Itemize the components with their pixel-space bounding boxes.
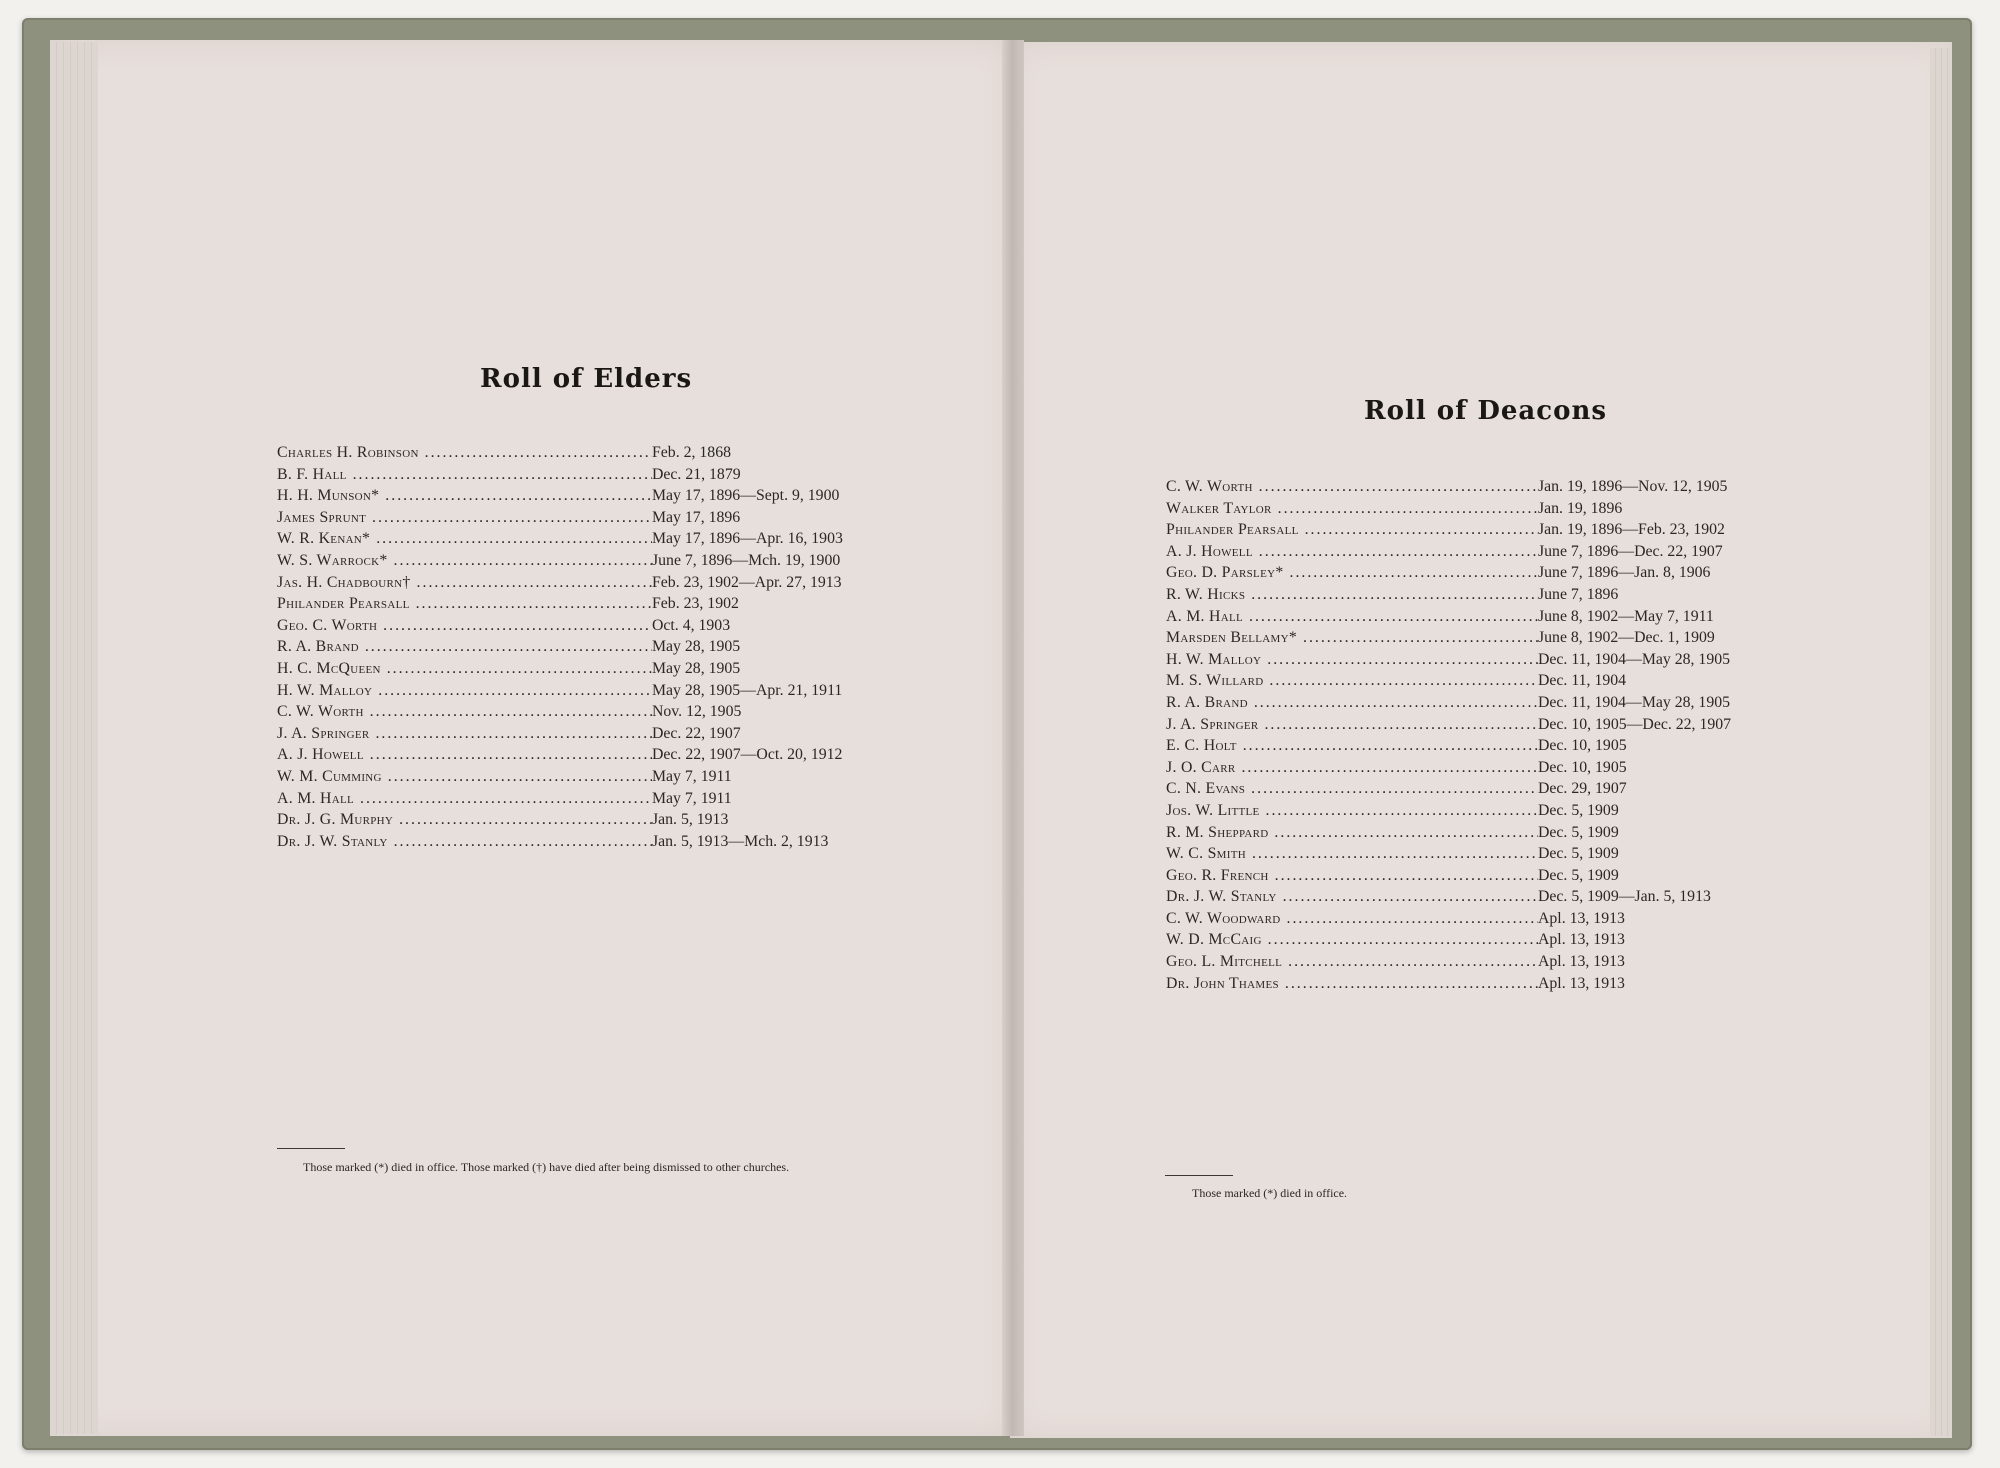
deacons-entry bbox=[1166, 908, 1731, 930]
deacons-entry bbox=[1166, 822, 1731, 844]
elders-title: Roll of Elders bbox=[480, 364, 693, 394]
deacons-entry-date: Apl. 13, 1913 bbox=[1538, 974, 1625, 992]
deacons-entry bbox=[1166, 519, 1731, 541]
elders-entry bbox=[277, 615, 843, 637]
elders-entry bbox=[277, 528, 843, 550]
elders-entry bbox=[277, 636, 843, 658]
elders-entry-date: May 7, 1911 bbox=[652, 789, 732, 807]
deacons-entry-date: Dec. 10, 1905—Dec. 22, 1907 bbox=[1538, 715, 1732, 733]
deacons-entry bbox=[1166, 800, 1731, 822]
elders-entry-date: Feb. 23, 1902 bbox=[652, 595, 739, 613]
deacons-entry-name: R. M. Sheppard ..... bbox=[1166, 822, 1538, 844]
deacons-entry-date: Jan. 19, 1896—Nov. 12, 1905 bbox=[1538, 478, 1728, 495]
deacons-entry-name: Jos. W. Little ..... bbox=[1166, 800, 1538, 822]
deacons-entry-date: Dec. 11, 1904 bbox=[1538, 672, 1627, 690]
elders-entry-date: Jan. 5, 1913—Mch. 2, 1913 bbox=[652, 832, 829, 850]
deacons-entry bbox=[1166, 843, 1731, 865]
deacons-entry-name: J. O. Carr ..... bbox=[1166, 757, 1538, 779]
elders-entry-date: Oct. 4, 1903 bbox=[652, 616, 731, 634]
deacons-entry bbox=[1166, 541, 1731, 563]
elders-entry bbox=[277, 744, 843, 766]
elders-entry-date: Jan. 5, 1913 bbox=[652, 811, 729, 829]
elders-entry-date: May 17, 1896 bbox=[652, 508, 741, 526]
elders-entry bbox=[277, 680, 843, 702]
elders-entry-name: C. W. Worth ..... bbox=[277, 701, 652, 723]
elders-footnote-rule bbox=[277, 1148, 345, 1149]
elders-entry-date: Feb. 23, 1902—Apr. 27, 1913 bbox=[652, 573, 842, 591]
deacons-entry bbox=[1166, 670, 1731, 692]
elders-entry-name: H. H. Munson* ..... bbox=[277, 485, 652, 507]
deacons-entry bbox=[1166, 476, 1731, 498]
elders-entry-name: H. C. McQueen ..... bbox=[277, 658, 652, 680]
deacons-entry-date: Dec. 5, 1909 bbox=[1538, 823, 1619, 841]
elders-entry-date: May 28, 1905 bbox=[652, 659, 741, 677]
elders-entry bbox=[277, 442, 843, 464]
elders-entry bbox=[277, 831, 843, 853]
elders-entry-name: W. M. Cumming ..... bbox=[277, 766, 652, 788]
elders-entry bbox=[277, 809, 843, 831]
elders-entry-name: W. S. Warrock* ..... bbox=[277, 550, 652, 572]
elders-entry-date: Dec. 21, 1879 bbox=[652, 465, 741, 483]
elders-entry-name: James Sprunt ..... bbox=[277, 507, 652, 529]
deacons-entry-date: June 8, 1902—Dec. 1, 1909 bbox=[1538, 629, 1715, 647]
elders-entry-name: R. A. Brand ..... bbox=[277, 636, 652, 658]
deacons-entry-name: R. W. Hicks ..... bbox=[1166, 584, 1538, 606]
deacons-entry bbox=[1166, 606, 1731, 628]
deacons-entry bbox=[1166, 562, 1731, 584]
book-gutter bbox=[1002, 40, 1024, 1436]
deacons-entry bbox=[1166, 973, 1731, 995]
deacons-entry bbox=[1166, 865, 1731, 887]
deacons-entry-name: C. W. Woodward ..... bbox=[1166, 908, 1538, 930]
elders-entry-date: May 17, 1896—Sept. 9, 1900 bbox=[652, 487, 840, 505]
deacons-entry-date: Jan. 19, 1896 bbox=[1538, 499, 1623, 517]
deacons-entry-name: Dr. J. W. Stanly ..... bbox=[1166, 886, 1538, 908]
deacons-entry-name: J. A. Springer ..... bbox=[1166, 714, 1538, 736]
elders-entry-name: J. A. Springer ..... bbox=[277, 723, 652, 745]
deacons-entry-date: Dec. 5, 1909 bbox=[1538, 801, 1619, 819]
elders-entry-name: Philander Pearsall ..... bbox=[277, 593, 652, 615]
elders-entry-name: A. M. Hall ..... bbox=[277, 788, 652, 810]
deacons-entry-name: Geo. D. Parsley* ..... bbox=[1166, 562, 1538, 584]
elders-entry bbox=[277, 658, 843, 680]
deacons-entry-name: Marsden Bellamy* ..... bbox=[1166, 627, 1538, 649]
deacons-entry-name: Dr. John Thames ..... bbox=[1166, 973, 1538, 995]
deacons-entry-name: R. A. Brand ..... bbox=[1166, 692, 1538, 714]
elders-entry-name: A. J. Howell ..... bbox=[277, 744, 652, 766]
deacons-entry bbox=[1166, 886, 1731, 908]
deacons-entry-date: Dec. 11, 1904—May 28, 1905 bbox=[1538, 693, 1731, 711]
deacons-entry-date: Jan. 19, 1896—Feb. 23, 1902 bbox=[1538, 521, 1725, 539]
deacons-entry bbox=[1166, 714, 1731, 736]
elders-entry-name: Dr. J. G. Murphy ..... bbox=[277, 809, 652, 831]
elders-list bbox=[277, 442, 843, 852]
deacons-entry bbox=[1166, 649, 1731, 671]
elders-entry bbox=[277, 550, 843, 572]
elders-entry bbox=[277, 572, 843, 594]
deacons-entry bbox=[1166, 627, 1731, 649]
deacons-entry-name: H. W. Malloy ..... bbox=[1166, 649, 1538, 671]
deacons-entry-name: Philander Pearsall ..... bbox=[1166, 519, 1538, 541]
deacons-list bbox=[1166, 476, 1731, 994]
deacons-title: Roll of Deacons bbox=[1364, 396, 1607, 426]
elders-entry-date: May 28, 1905 bbox=[652, 638, 741, 656]
deacons-entry bbox=[1166, 757, 1731, 779]
elders-entry bbox=[277, 593, 843, 615]
elders-entry bbox=[277, 701, 843, 723]
deacons-entry-date: Apl. 13, 1913 bbox=[1538, 953, 1625, 971]
deacons-entry bbox=[1166, 929, 1731, 951]
elders-entry-name: Charles H. Robinson ..... bbox=[277, 442, 652, 464]
deacons-entry-date: Dec. 29, 1907 bbox=[1538, 780, 1627, 798]
deacons-entry-date: Apl. 13, 1913 bbox=[1538, 909, 1625, 927]
deacons-entry bbox=[1166, 692, 1731, 714]
deacons-entry-date: Dec. 11, 1904—May 28, 1905 bbox=[1538, 650, 1731, 668]
elders-entry-name: H. W. Malloy ..... bbox=[277, 680, 652, 702]
elders-entry bbox=[277, 723, 843, 745]
elders-entry bbox=[277, 788, 843, 810]
elders-entry-date: May 7, 1911 bbox=[652, 767, 732, 785]
deacons-entry-date: Dec. 5, 1909—Jan. 5, 1913 bbox=[1538, 888, 1711, 906]
elders-entry-date: June 7, 1896—Mch. 19, 1900 bbox=[652, 551, 841, 569]
deacons-entry-date: Dec. 10, 1905 bbox=[1538, 737, 1627, 755]
deacons-entry bbox=[1166, 584, 1731, 606]
elders-entry-name: Geo. C. Worth ..... bbox=[277, 615, 652, 637]
elders-entry-name: W. R. Kenan* ..... bbox=[277, 528, 652, 550]
deacons-footnote: Those marked (*) died in office. bbox=[1192, 1186, 1348, 1200]
deacons-entry-name: A. M. Hall ..... bbox=[1166, 606, 1538, 628]
deacons-entry-date: Dec. 5, 1909 bbox=[1538, 845, 1619, 863]
deacons-entry-date: June 7, 1896—Dec. 22, 1907 bbox=[1538, 542, 1723, 560]
deacons-entry-name: E. C. Holt ..... bbox=[1166, 735, 1538, 757]
deacons-entry-date: June 8, 1902—May 7, 1911 bbox=[1538, 607, 1714, 625]
deacons-entry-date: June 7, 1896—Jan. 8, 1906 bbox=[1538, 564, 1711, 582]
elders-entry bbox=[277, 464, 843, 486]
elders-entry-date: Feb. 2, 1868 bbox=[652, 444, 731, 461]
deacons-entry-name: Geo. L. Mitchell ..... bbox=[1166, 951, 1538, 973]
deacons-entry bbox=[1166, 778, 1731, 800]
deacons-entry bbox=[1166, 498, 1731, 520]
elders-entry-name: B. F. Hall ..... bbox=[277, 464, 652, 486]
elders-entry-date: May 28, 1905—Apr. 21, 1911 bbox=[652, 681, 843, 699]
deacons-entry-date: Dec. 10, 1905 bbox=[1538, 758, 1627, 776]
deacons-entry-name: A. J. Howell ..... bbox=[1166, 541, 1538, 563]
elders-entry-date: Dec. 22, 1907 bbox=[652, 724, 741, 742]
deacons-entry-name: C. W. Worth ..... bbox=[1166, 476, 1538, 498]
deacons-entry-name: Walker Taylor ..... bbox=[1166, 498, 1538, 520]
deacons-entry-name: W. C. Smith ..... bbox=[1166, 843, 1538, 865]
deacons-entry-name: W. D. McCaig ..... bbox=[1166, 929, 1538, 951]
elders-entry-date: Dec. 22, 1907—Oct. 20, 1912 bbox=[652, 746, 843, 764]
elders-entry-name: Jas. H. Chadbourn† ..... bbox=[277, 572, 652, 594]
deacons-entry bbox=[1166, 735, 1731, 757]
elders-entry bbox=[277, 766, 843, 788]
elders-entry-name: Dr. J. W. Stanly ..... bbox=[277, 831, 652, 853]
deacons-entry-date: Dec. 5, 1909 bbox=[1538, 866, 1619, 884]
deacons-entry-name: M. S. Willard ..... bbox=[1166, 670, 1538, 692]
deacons-entry bbox=[1166, 951, 1731, 973]
deacons-entry-date: June 7, 1896 bbox=[1538, 585, 1619, 603]
elders-footnote: Those marked (*) died in office. Those marked (†) have died after being dismissed to other churches. bbox=[303, 1160, 790, 1174]
elders-entry-date: May 17, 1896—Apr. 16, 1903 bbox=[652, 530, 843, 548]
deacons-entry-name: C. N. Evans ..... bbox=[1166, 778, 1538, 800]
left-page-edges bbox=[50, 42, 98, 1434]
elders-entry bbox=[277, 507, 843, 529]
deacons-entry-date: Apl. 13, 1913 bbox=[1538, 931, 1625, 949]
elders-entry bbox=[277, 485, 843, 507]
elders-entry-date: Nov. 12, 1905 bbox=[652, 703, 742, 721]
deacons-footnote-rule bbox=[1165, 1175, 1233, 1176]
deacons-entry-name: Geo. R. French ..... bbox=[1166, 865, 1538, 887]
right-page-edges bbox=[1930, 48, 1952, 1436]
